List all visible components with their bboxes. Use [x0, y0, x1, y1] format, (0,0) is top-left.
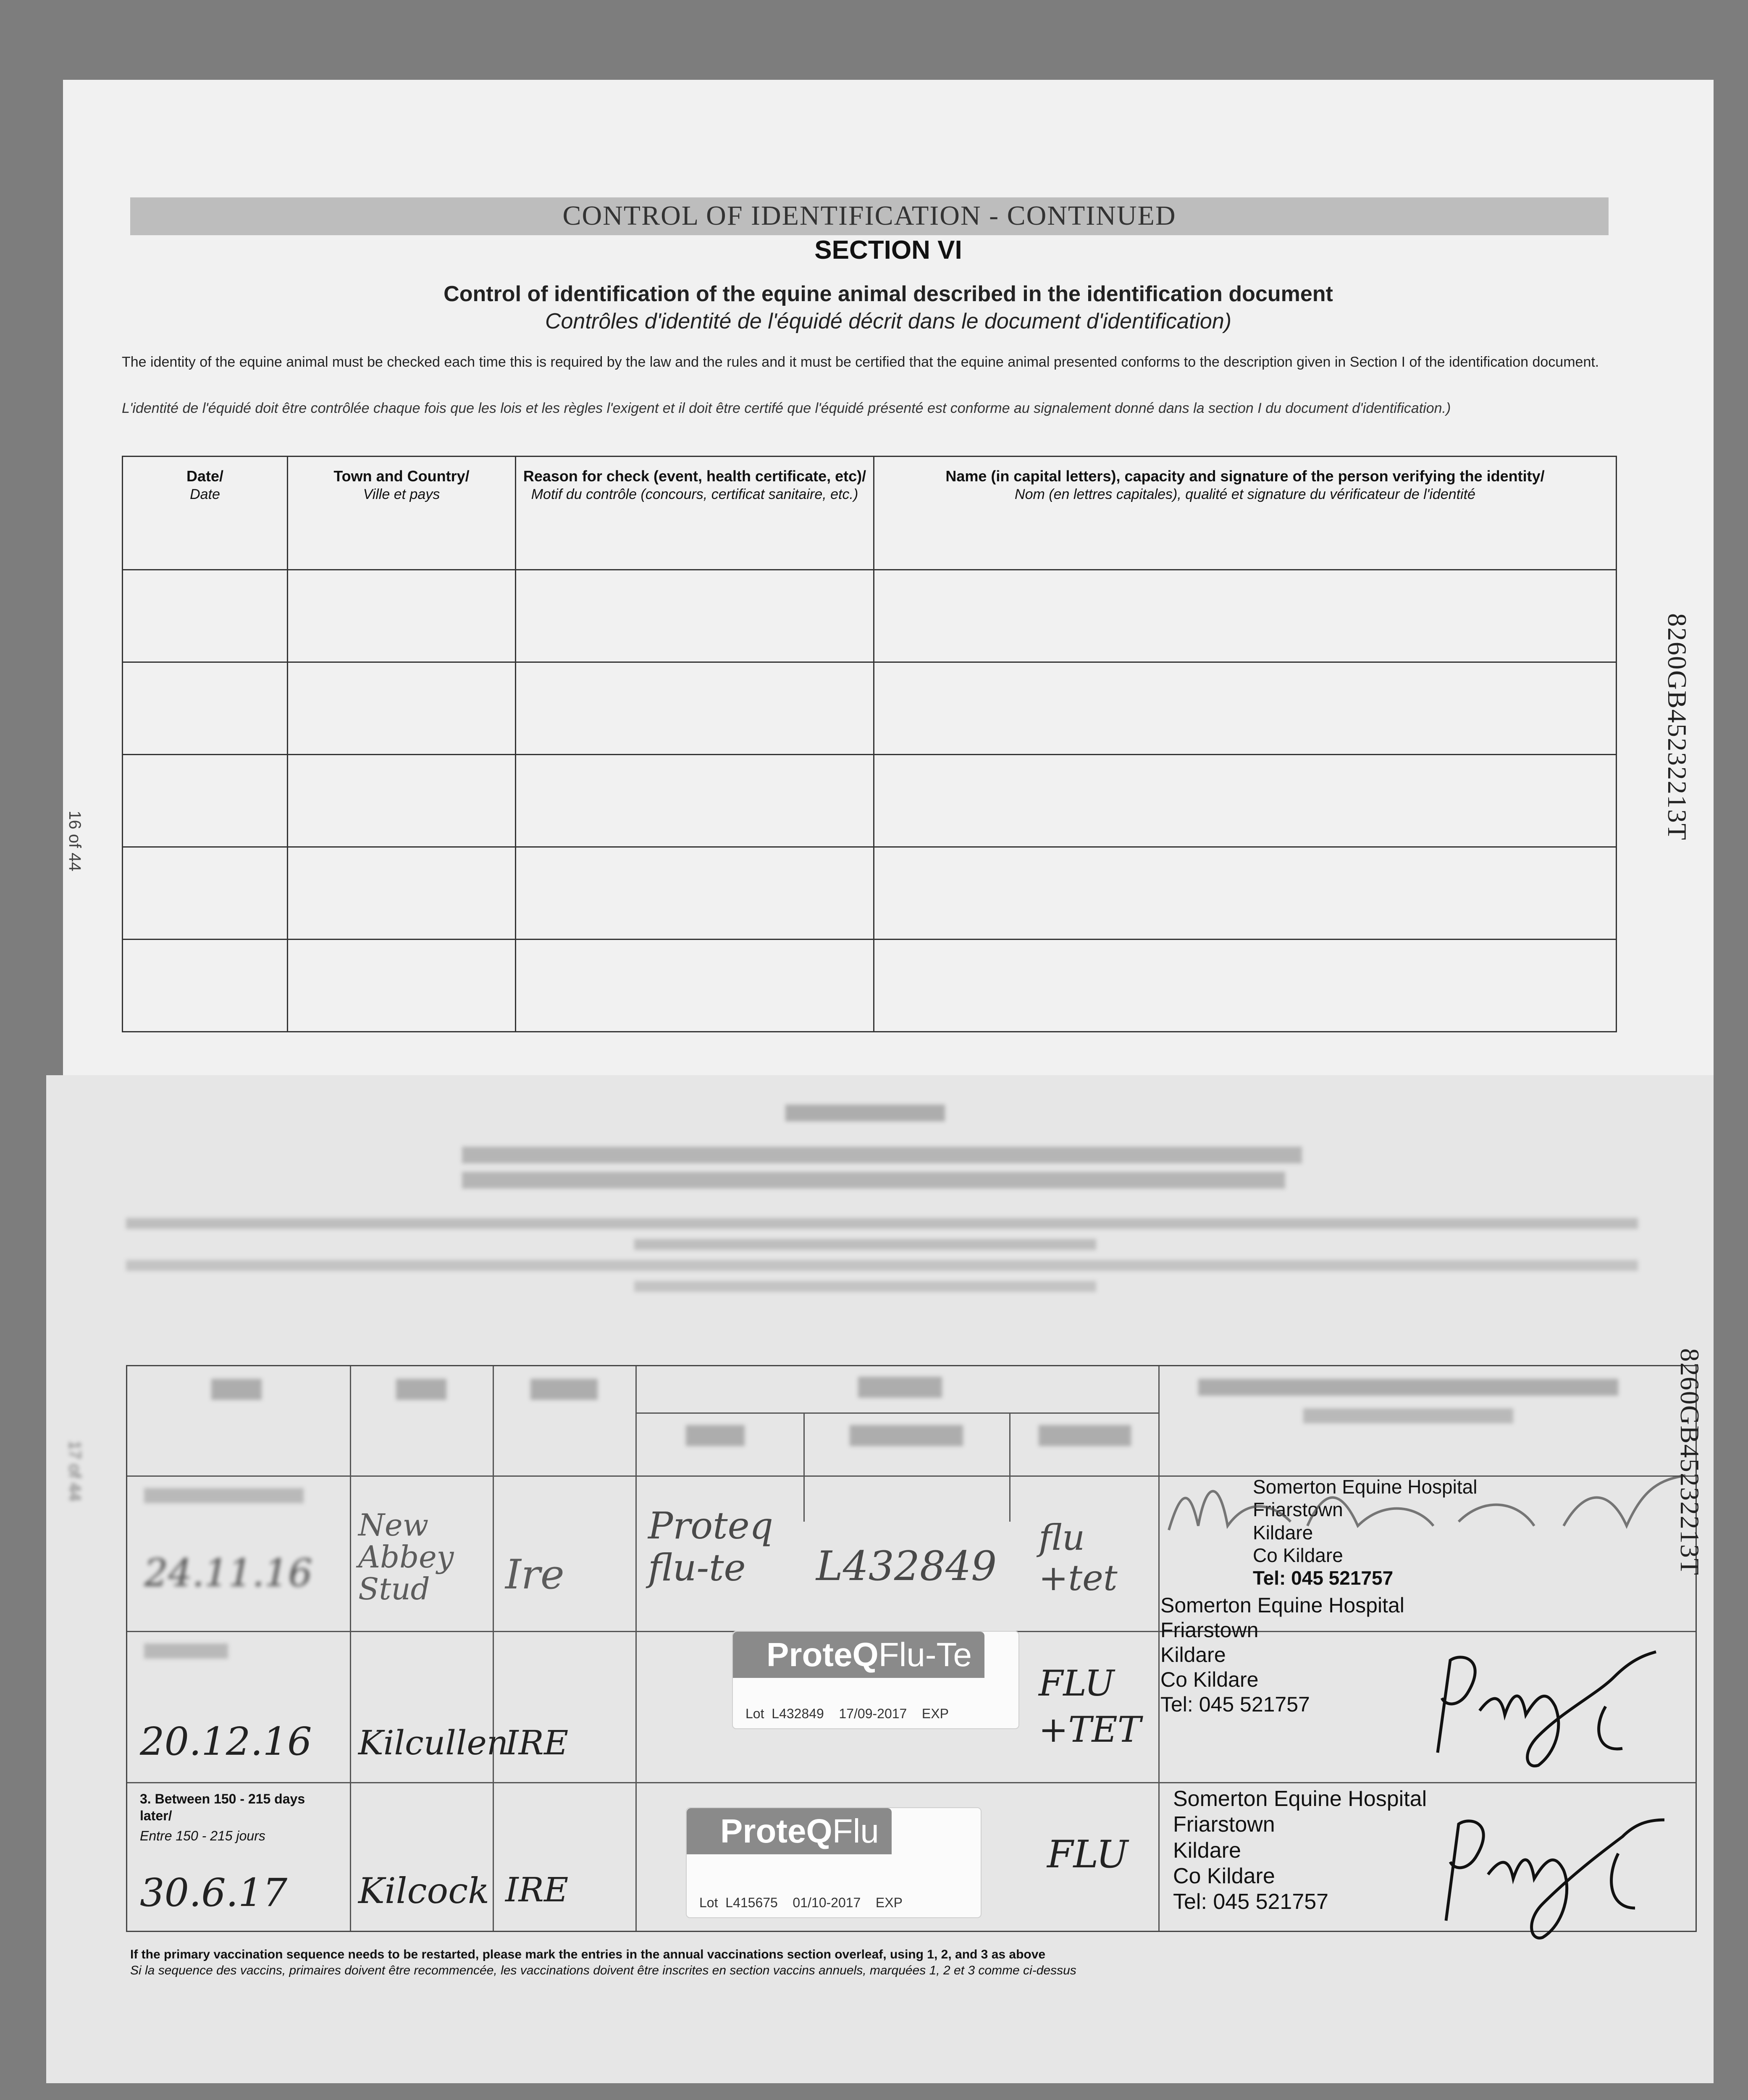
signature-1: [1165, 1463, 1694, 1547]
cell-date[interactable]: [123, 662, 288, 755]
cell-name[interactable]: [874, 755, 1617, 847]
table-row: [123, 940, 1617, 1032]
identity-check-table: [122, 456, 1617, 1032]
row2-place: Kilcullen: [358, 1723, 509, 1762]
vaccine-brand-1: ProteQFlu-Te: [733, 1632, 984, 1678]
row1-disease: flu +tet: [1039, 1517, 1118, 1599]
cell-date[interactable]: [123, 755, 288, 847]
signature-3: [1438, 1807, 1673, 1946]
passport-id-top: 8260GB45232213T: [1662, 613, 1692, 841]
row3-label-en: 3. Between 150 - 215 days later/: [140, 1791, 305, 1823]
page-number-bottom: 17 of 44: [66, 1441, 84, 1502]
vaccine-lot-1: Lot L432849 17/09-2017 EXP: [745, 1706, 949, 1721]
signature-2: [1429, 1643, 1664, 1778]
row3-label-fr: Entre 150 - 215 jours: [140, 1828, 265, 1843]
table-row: [123, 755, 1617, 847]
col-date-header: Date/ Date: [123, 457, 288, 570]
cell-town[interactable]: [288, 755, 516, 847]
subtitle-fr: Contrôles d'identité de l'équidé décrit dans le document d'identification): [545, 309, 1232, 333]
table-row: [123, 847, 1617, 940]
cell-reason[interactable]: [516, 570, 874, 662]
vaccine-lot-2: Lot L415675 01/10-2017 EXP: [699, 1895, 903, 1910]
footnote-fr: Si la sequence des vaccins, primaires doivent être recommencée, les vaccinations doivent être inscrites en section vaccins annuels, marquées 1, 2 et 3 comme ci-dessus: [130, 1964, 1076, 1977]
banner-title: CONTROL OF IDENTIFICATION - CONTINUED: [562, 200, 1176, 231]
vaccination-table: [126, 1365, 1697, 1932]
cell-town[interactable]: [288, 847, 516, 940]
row2-date: 20.12.16: [140, 1719, 312, 1764]
row3-place: Kilcock: [358, 1870, 490, 1911]
cell-name[interactable]: [874, 570, 1617, 662]
footnote: [130, 1947, 1684, 1979]
passport-id-bottom: 8260GB45232213T: [1675, 1348, 1705, 1576]
row1-batch: L432849: [816, 1543, 997, 1590]
cell-date[interactable]: [123, 940, 288, 1032]
cell-date[interactable]: [123, 570, 288, 662]
row2-disease: FLU +TET: [1039, 1663, 1141, 1750]
vet-stamp-1: Somerton Equine Hospital Friarstown Kildare Co Kildare Tel: 045 521757: [1253, 1476, 1478, 1589]
col-reason-header: Reason for check (event, health certificate, etc)/ Motif du contrôle (concours, certificat sanitaire, etc.): [516, 457, 874, 570]
vet-stamp-2: Somerton Equine Hospital Friarstown Kildare Co Kildare Tel: 045 521757: [1160, 1593, 1404, 1716]
cell-reason[interactable]: [516, 940, 874, 1032]
table-row: [123, 570, 1617, 662]
cell-name[interactable]: [874, 940, 1617, 1032]
cell-town[interactable]: [288, 940, 516, 1032]
instructions-en: The identity of the equine animal must be checked each time this is required by the law and the rules and it must be certified that the equine animal presented conforms to the description given in Section I of the identification document.: [122, 354, 1599, 370]
bottom-page: [46, 1075, 1714, 2083]
row3-disease: FLU: [1047, 1832, 1129, 1877]
row1-vaccine-name: Proteq flu-te: [648, 1504, 774, 1589]
col-name-header: Name (in capital letters), capacity and signature of the person verifying the identity/ Nom (en lettres capitales), qualité et signature du vérificateur de l'identité: [874, 457, 1617, 570]
top-page: [63, 80, 1714, 1075]
row1-place: New Abbey Stud: [358, 1507, 454, 1606]
cell-reason[interactable]: [516, 662, 874, 755]
section-banner: [130, 197, 1609, 235]
row3-date: 30.6.17: [140, 1870, 288, 1915]
cell-town[interactable]: [288, 662, 516, 755]
vet-stamp-3: Somerton Equine Hospital Friarstown Kildare Co Kildare Tel: 045 521757: [1173, 1787, 1427, 1914]
cell-date[interactable]: [123, 847, 288, 940]
col-town-header: Town and Country/ Ville et pays: [288, 457, 516, 570]
cell-name[interactable]: [874, 662, 1617, 755]
footnote-en: If the primary vaccination sequence needs to be restarted, please mark the entries in the annual vaccinations section overleaf, using 1, 2, and 3 as above: [130, 1948, 1046, 1961]
section-title: SECTION VI: [814, 236, 962, 265]
instructions-fr: L'identité de l'équidé doit être contrôlée chaque fois que les lois et les règles l'exigent et il doit être certifé que l'équidé présenté est conforme au signalement donné dans la section I du document d'identification.): [122, 400, 1451, 416]
row3-country: IRE: [505, 1870, 569, 1909]
table-row: [123, 662, 1617, 755]
vaccine-sticker-1: [732, 1631, 1019, 1729]
cell-town[interactable]: [288, 570, 516, 662]
row1-date: 24.11.16: [144, 1551, 312, 1595]
cell-reason[interactable]: [516, 755, 874, 847]
vaccine-sticker-2: [686, 1807, 982, 1918]
vaccine-brand-2: ProteQFlu: [687, 1808, 892, 1854]
cell-reason[interactable]: [516, 847, 874, 940]
subtitle-en: Control of identification of the equine animal described in the identification document: [444, 282, 1333, 306]
page-number-top: 16 of 44: [66, 811, 84, 872]
cell-name[interactable]: [874, 847, 1617, 940]
row2-country: IRE: [505, 1723, 569, 1762]
row1-country: Ire: [505, 1551, 564, 1598]
